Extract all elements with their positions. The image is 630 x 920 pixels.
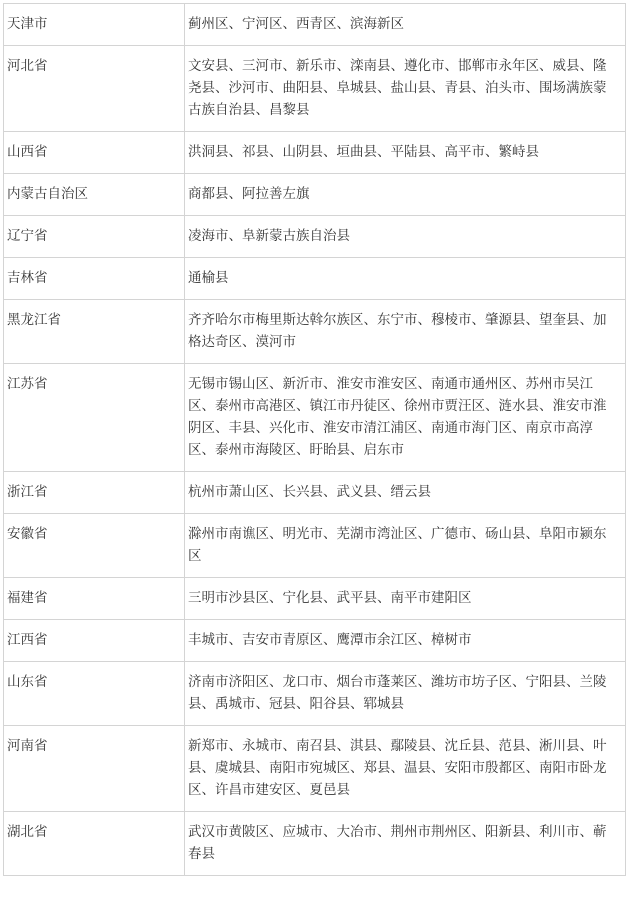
areas-cell: 齐齐哈尔市梅里斯达斡尔族区、东宁市、穆棱市、肇源县、望奎县、加格达奇区、漠河市 (185, 300, 626, 364)
province-cell: 河北省 (4, 46, 185, 132)
table-row (4, 216, 626, 258)
province-cell: 黑龙江省 (4, 300, 185, 364)
areas-cell: 文安县、三河市、新乐市、滦南县、遵化市、邯郸市永年区、威县、隆尧县、沙河市、曲阳县、阜城县、盐山县、青县、泊头市、围场满族蒙古族自治县、昌黎县 (185, 46, 626, 132)
province-cell: 安徽省 (4, 514, 185, 578)
table-row (4, 472, 626, 514)
table-row (4, 726, 626, 812)
table-row (4, 662, 626, 726)
areas-cell: 武汉市黄陂区、应城市、大冶市、荆州市荆州区、阳新县、利川市、蕲春县 (185, 812, 626, 876)
table-row (4, 300, 626, 364)
areas-cell: 杭州市萧山区、长兴县、武义县、缙云县 (185, 472, 626, 514)
areas-cell: 蓟州区、宁河区、西青区、滨海新区 (185, 4, 626, 46)
table-row (4, 4, 626, 46)
region-table-body (4, 4, 626, 876)
table-row (4, 578, 626, 620)
province-cell: 福建省 (4, 578, 185, 620)
table-row (4, 620, 626, 662)
province-cell: 江西省 (4, 620, 185, 662)
areas-cell: 滁州市南谯区、明光市、芜湖市湾沚区、广德市、砀山县、阜阳市颍东区 (185, 514, 626, 578)
province-cell: 江苏省 (4, 364, 185, 472)
province-cell: 山东省 (4, 662, 185, 726)
areas-cell: 三明市沙县区、宁化县、武平县、南平市建阳区 (185, 578, 626, 620)
areas-cell: 无锡市锡山区、新沂市、淮安市淮安区、南通市通州区、苏州市吴江区、泰州市高港区、镇江市丹徒区、徐州市贾汪区、涟水县、淮安市淮阴区、丰县、兴化市、淮安市清江浦区、南通市海门区、南京市高淳区、泰州市海陵区、盱眙县、启东市 (185, 364, 626, 472)
table-row (4, 132, 626, 174)
areas-cell: 洪洞县、祁县、山阴县、垣曲县、平陆县、高平市、繁峙县 (185, 132, 626, 174)
province-cell: 河南省 (4, 726, 185, 812)
province-cell: 湖北省 (4, 812, 185, 876)
table-row (4, 514, 626, 578)
region-table (3, 3, 626, 876)
province-cell: 辽宁省 (4, 216, 185, 258)
province-cell: 吉林省 (4, 258, 185, 300)
province-cell: 天津市 (4, 4, 185, 46)
areas-cell: 济南市济阳区、龙口市、烟台市蓬莱区、潍坊市坊子区、宁阳县、兰陵县、禹城市、冠县、阳谷县、郓城县 (185, 662, 626, 726)
areas-cell: 凌海市、阜新蒙古族自治县 (185, 216, 626, 258)
table-row (4, 258, 626, 300)
areas-cell: 丰城市、吉安市青原区、鹰潭市余江区、樟树市 (185, 620, 626, 662)
areas-cell: 新郑市、永城市、南召县、淇县、鄢陵县、沈丘县、范县、淅川县、叶县、虞城县、南阳市宛城区、郑县、温县、安阳市殷都区、南阳市卧龙区、许昌市建安区、夏邑县 (185, 726, 626, 812)
province-cell: 浙江省 (4, 472, 185, 514)
table-row (4, 46, 626, 132)
table-row (4, 364, 626, 472)
province-cell: 山西省 (4, 132, 185, 174)
province-cell: 内蒙古自治区 (4, 174, 185, 216)
table-row (4, 812, 626, 876)
areas-cell: 商都县、阿拉善左旗 (185, 174, 626, 216)
table-row (4, 174, 626, 216)
areas-cell: 通榆县 (185, 258, 626, 300)
